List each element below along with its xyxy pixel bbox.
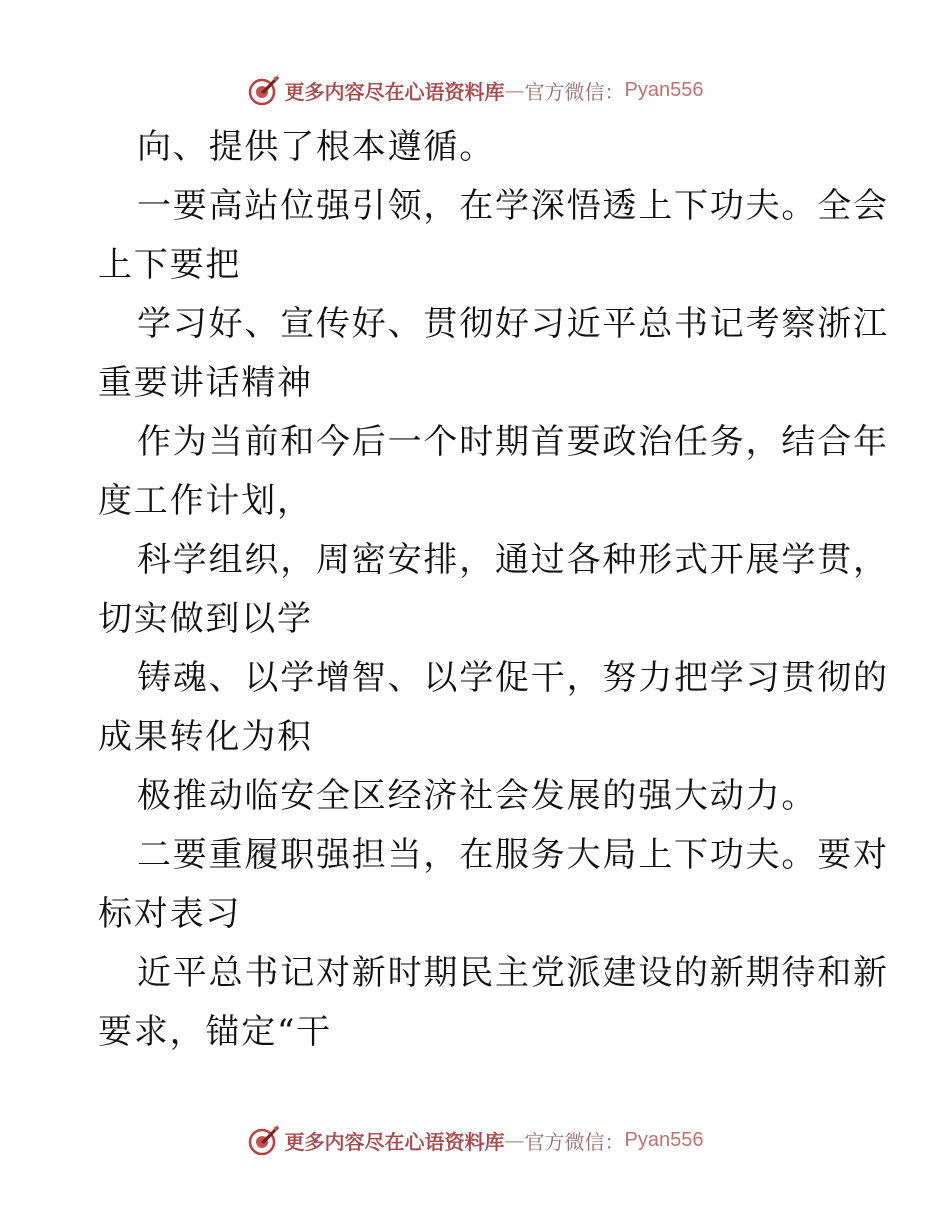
text-line: 近平总书记对新时期民主党派建设的新期待和新 <box>137 953 889 993</box>
watermark-wechat-id: Pyan556 <box>624 1128 704 1151</box>
text-line: 极推动临安全区经济社会发展的强大动力。 <box>137 776 818 816</box>
watermark-wechat-id: Pyan556 <box>624 78 704 101</box>
watermark-site-text: 更多内容尽在心语资料库 <box>284 79 505 104</box>
header-watermark <box>0 70 950 110</box>
watermark-site-text: 更多内容尽在心语资料库 <box>284 1129 505 1154</box>
text-line: 向、提供了根本遵循。 <box>137 127 495 167</box>
text-line: 要求，锚定“干 <box>98 1012 332 1052</box>
text-line: 标对表习 <box>98 894 242 934</box>
document-body <box>98 118 889 1062</box>
watermark-dash: — <box>504 1128 525 1152</box>
text-line: 上下要把 <box>98 245 242 285</box>
quill-pen-logo-icon <box>247 73 281 107</box>
text-line: 重要讲话精神 <box>98 363 313 403</box>
text-line: 一要高站位强引领，在学深悟透上下功夫。全会 <box>137 186 889 226</box>
text-line: 铸魂、以学增智、以学促干，努力把学习贯彻的 <box>137 658 889 698</box>
watermark-official-label: 官方微信： <box>524 79 625 104</box>
watermark-official-label: 官方微信： <box>524 1129 625 1154</box>
text-line: 学习好、宣传好、贯彻好习近平总书记考察浙江 <box>137 304 889 344</box>
quill-pen-logo-icon <box>247 1123 281 1157</box>
text-line: 成果转化为积 <box>98 717 313 757</box>
text-line: 二要重履职强担当，在服务大局上下功夫。要对 <box>137 835 889 875</box>
footer-watermark <box>0 1120 950 1160</box>
text-line: 切实做到以学 <box>98 599 313 639</box>
text-line: 度工作计划， <box>98 481 313 521</box>
text-line: 作为当前和今后一个时期首要政治任务，结合年 <box>137 422 889 462</box>
text-line: 科学组织，周密安排，通过各种形式开展学贯， <box>137 540 889 580</box>
watermark-dash: — <box>504 78 525 102</box>
